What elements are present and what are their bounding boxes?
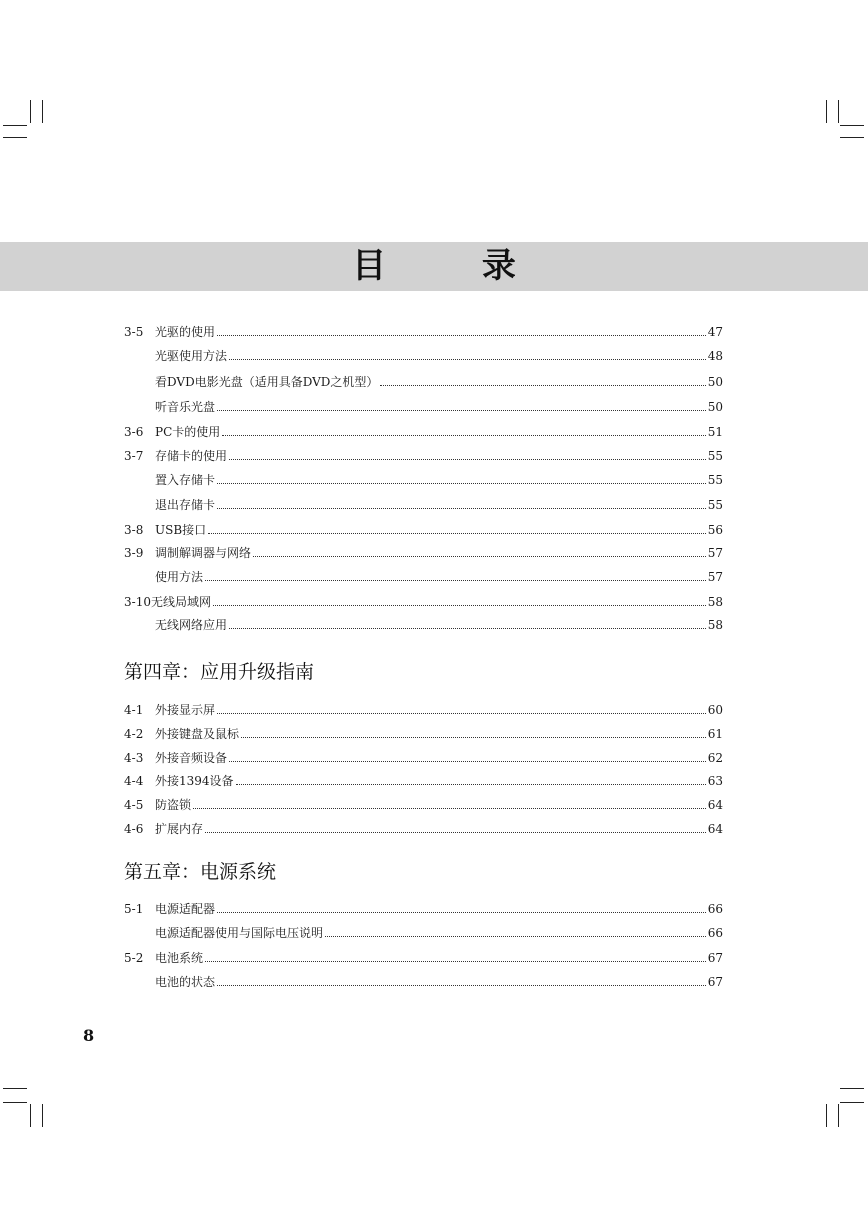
entry-number: 5-2 <box>124 951 144 965</box>
toc-entry[interactable] <box>124 424 723 440</box>
crop-mark <box>840 137 864 138</box>
page-number: 8 <box>83 1026 95 1045</box>
entry-title: USB接口 <box>155 523 207 537</box>
toc-entry[interactable] <box>124 702 723 718</box>
entry-number: 4-6 <box>124 822 144 836</box>
toc-entry[interactable] <box>124 821 723 837</box>
crop-mark <box>3 1088 27 1089</box>
entry-number: 5-1 <box>124 902 144 916</box>
dot-leader <box>229 359 706 360</box>
toc-entry[interactable] <box>124 374 723 390</box>
entry-page: 63 <box>707 774 723 788</box>
crop-mark <box>838 100 839 123</box>
entry-title: 外接1394设备 <box>155 774 234 788</box>
entry-title: 电池的状态 <box>155 975 216 989</box>
entry-page: 50 <box>707 375 723 389</box>
crop-mark <box>30 100 31 123</box>
entry-page: 51 <box>707 425 723 439</box>
entry-title: 电池系统 <box>155 951 204 965</box>
toc-entry[interactable] <box>124 773 723 789</box>
entry-title: 无线网络应用 <box>155 618 228 632</box>
entry-title: 外接键盘及鼠标 <box>155 727 240 741</box>
entry-number: 3-9 <box>124 546 144 560</box>
toc-entry[interactable] <box>124 726 723 742</box>
dot-leader <box>213 605 706 606</box>
crop-mark <box>840 125 864 126</box>
crop-mark <box>42 1104 43 1127</box>
entry-title: PC卡的使用 <box>155 425 221 439</box>
entry-title: 光驱使用方法 <box>155 349 228 363</box>
dot-leader <box>217 483 706 484</box>
entry-page: 56 <box>707 523 723 537</box>
dot-leader <box>217 912 706 913</box>
entry-page: 66 <box>707 902 723 916</box>
toc-entry[interactable] <box>124 472 723 488</box>
dot-leader <box>229 628 706 629</box>
dot-leader <box>208 533 706 534</box>
toc-entry[interactable] <box>124 750 723 766</box>
crop-mark <box>30 1104 31 1127</box>
dot-leader <box>380 385 705 386</box>
crop-mark <box>826 100 827 123</box>
chapter-heading[interactable]: 第五章：电源系统 <box>124 861 277 883</box>
toc-entry[interactable] <box>124 617 723 633</box>
entry-page: 47 <box>707 325 723 339</box>
entry-page: 48 <box>707 349 723 363</box>
toc-entry[interactable] <box>124 974 723 990</box>
entry-page: 67 <box>707 975 723 989</box>
crop-mark <box>838 1104 839 1127</box>
dot-leader <box>217 985 706 986</box>
dot-leader <box>217 410 706 411</box>
entry-title: 外接显示屏 <box>155 703 216 717</box>
dot-leader <box>193 808 706 809</box>
dot-leader <box>205 832 706 833</box>
title-band <box>0 242 868 291</box>
entry-page: 57 <box>707 546 723 560</box>
crop-mark <box>42 100 43 123</box>
dot-leader <box>217 713 706 714</box>
entry-page: 62 <box>707 751 723 765</box>
entry-title: 外接音频设备 <box>155 751 228 765</box>
entry-page: 57 <box>707 570 723 584</box>
entry-number: 3-5 <box>124 325 144 339</box>
entry-title: 调制解调器与网络 <box>155 546 252 560</box>
entry-page: 55 <box>707 449 723 463</box>
entry-number: 4-2 <box>124 727 144 741</box>
toc-entry[interactable] <box>124 901 723 917</box>
entry-title: 听音乐光盘 <box>155 400 216 414</box>
entry-title: 看DVD电影光盘（适用具备DVD之机型） <box>155 375 379 389</box>
dot-leader <box>222 435 705 436</box>
dot-leader <box>217 508 706 509</box>
toc-entry[interactable] <box>124 448 723 464</box>
entry-title: 无线局域网 <box>150 595 211 609</box>
toc-entry[interactable] <box>124 324 723 340</box>
page-title: 目 录 <box>352 246 558 286</box>
entry-page: 64 <box>707 822 723 836</box>
toc-entry[interactable] <box>124 950 723 966</box>
dot-leader <box>325 936 706 937</box>
entry-title: 光驱的使用 <box>155 325 216 339</box>
dot-leader <box>236 784 706 785</box>
entry-title: 防盗锁 <box>155 798 192 812</box>
entry-title: 电源适配器使用与国际电压说明 <box>155 926 324 940</box>
entry-number: 3-10 <box>124 595 151 609</box>
dot-leader <box>229 761 706 762</box>
entry-page: 66 <box>707 926 723 940</box>
toc-entry[interactable] <box>124 797 723 813</box>
entry-number: 4-1 <box>124 703 144 717</box>
crop-mark <box>3 137 27 138</box>
entry-title: 电源适配器 <box>155 902 216 916</box>
crop-mark <box>840 1102 864 1103</box>
toc-entry[interactable] <box>124 522 723 538</box>
crop-mark <box>826 1104 827 1127</box>
entry-title: 使用方法 <box>155 570 204 584</box>
toc-entry[interactable] <box>124 569 723 585</box>
entry-page: 55 <box>707 473 723 487</box>
dot-leader <box>229 459 706 460</box>
toc-entry[interactable] <box>124 497 723 513</box>
entry-page: 67 <box>707 951 723 965</box>
entry-page: 58 <box>707 595 723 609</box>
entry-page: 50 <box>707 400 723 414</box>
crop-mark <box>3 125 27 126</box>
toc-entry[interactable] <box>124 925 723 941</box>
entry-title: 存储卡的使用 <box>155 449 228 463</box>
entry-page: 61 <box>707 727 723 741</box>
entry-number: 4-5 <box>124 798 144 812</box>
entry-number: 3-6 <box>124 425 144 439</box>
entry-page: 55 <box>707 498 723 512</box>
entry-number: 4-3 <box>124 751 144 765</box>
dot-leader <box>217 335 706 336</box>
toc-entry[interactable] <box>124 399 723 415</box>
entry-page: 64 <box>707 798 723 812</box>
dot-leader <box>241 737 706 738</box>
chapter-heading[interactable]: 第四章：应用升级指南 <box>124 661 315 683</box>
crop-mark <box>3 1102 27 1103</box>
entry-title: 扩展内存 <box>155 822 204 836</box>
entry-page: 58 <box>707 618 723 632</box>
toc-entry[interactable] <box>124 545 723 561</box>
entry-page: 60 <box>707 703 723 717</box>
entry-number: 3-7 <box>124 449 144 463</box>
entry-title: 置入存储卡 <box>155 473 216 487</box>
entry-number: 3-8 <box>124 523 144 537</box>
dot-leader <box>253 556 706 557</box>
dot-leader <box>205 580 706 581</box>
dot-leader <box>205 961 706 962</box>
toc-entry[interactable] <box>124 348 723 364</box>
toc-entry[interactable] <box>124 594 723 610</box>
entry-number: 4-4 <box>124 774 144 788</box>
entry-title: 退出存储卡 <box>155 498 216 512</box>
crop-mark <box>840 1088 864 1089</box>
